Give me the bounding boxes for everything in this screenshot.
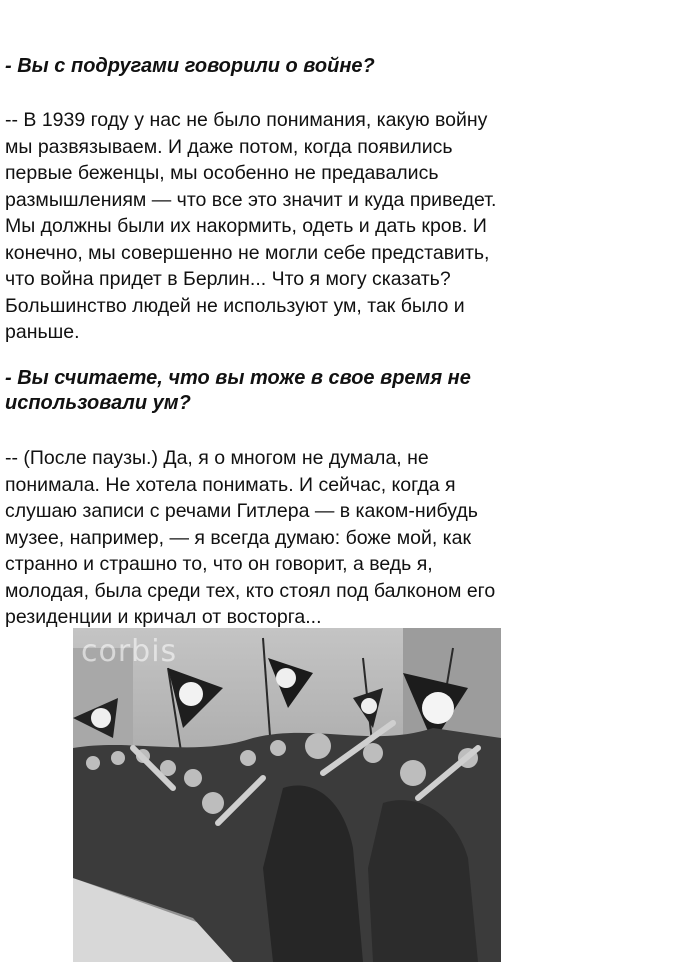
answer-1: -- В 1939 году у нас не было понимания, какую войну мы развязываем. И даже потом, когда появились первые беженцы, мы особенно не предавались размышлениям — что все это значит и куда приведет. Мы должны были их накормить, одеть и дать кров. И конечно, мы совершенно не могли себе представить, что война придет в Берлин... Что я могу сказать? Большинство людей не используют ум, так было и раньше. xyxy=(5,109,497,343)
question-2: - Вы считаете, что вы тоже в свое время не использовали ум? xyxy=(5,367,471,414)
historical-photo xyxy=(73,628,501,962)
crowd-illustration xyxy=(73,628,501,962)
question-1: - Вы с подругами говорили о войне? xyxy=(5,55,375,77)
photo-watermark: corbis xyxy=(81,634,178,669)
answer-2: -- (После паузы.) Да, я о многом не думала, не понимала. Не хотела понимать. И сейчас, когда я слушаю записи с речами Гитлера — в каком-нибудь музее, например, — я всегда думаю: боже мой, как странно и страшно то, что он говорит, а ведь я, молодая, была среди тех, кто стоял под балконом его резиденции и кричал от восторга... xyxy=(5,447,496,628)
